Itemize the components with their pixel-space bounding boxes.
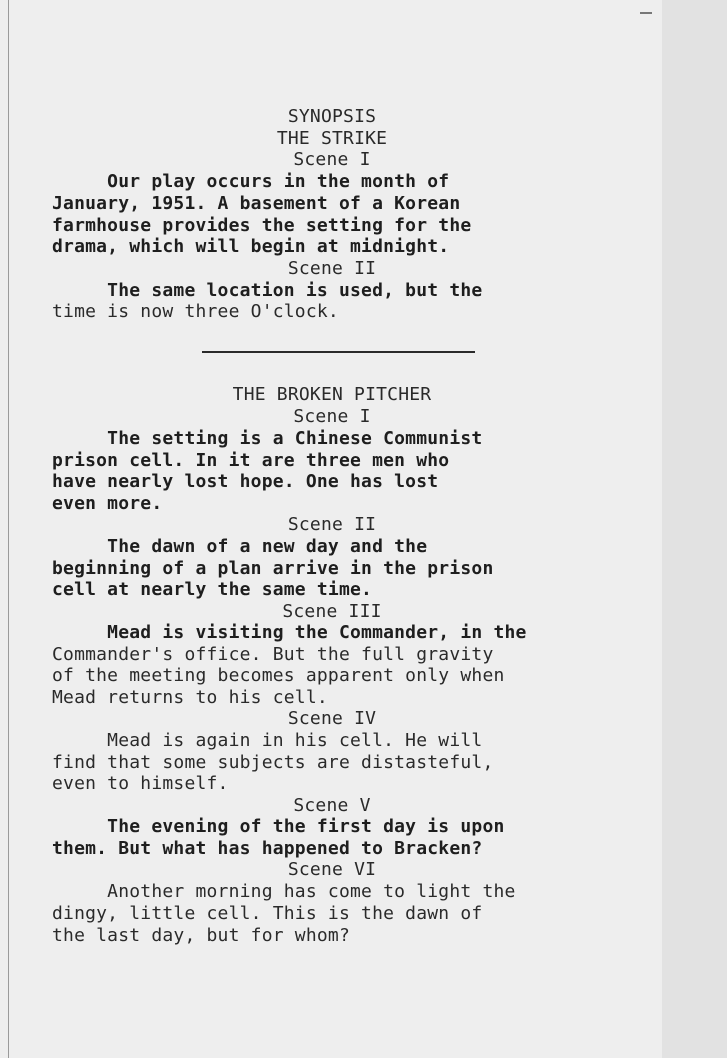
- text-line: The setting is a Chinese Communist: [52, 428, 483, 449]
- document-title: SYNOPSIS: [287, 106, 377, 127]
- scene-heading: Scene V: [293, 795, 371, 816]
- text-line: The dawn of a new day and the: [52, 536, 428, 557]
- scene-heading: Scene I: [293, 149, 371, 170]
- text-line: Mead returns to his cell.: [52, 687, 328, 708]
- text-line: January, 1951. A basement of a Korean: [52, 193, 461, 214]
- binding-edge: [8, 0, 9, 1058]
- text-line: dingy, little cell. This is the dawn of: [52, 903, 483, 924]
- text-line: prison cell. In it are three men who: [52, 450, 450, 471]
- text-line: beginning of a plan arrive in the prison: [52, 558, 494, 579]
- text-line: Mead is again in his cell. He will: [52, 730, 483, 751]
- scene-heading: Scene I: [293, 406, 371, 427]
- text-line: find that some subjects are distasteful,: [52, 752, 494, 773]
- text-line: Commander's office. But the full gravity: [52, 644, 494, 665]
- scene-heading: Scene IV: [287, 708, 377, 729]
- corner-mark: [640, 12, 652, 14]
- text-line: farmhouse provides the setting for the: [52, 215, 472, 236]
- play-title-strike: THE STRIKE: [276, 128, 388, 149]
- scan-margin: [662, 0, 727, 1058]
- text-line: Our play occurs in the month of: [52, 171, 450, 192]
- play-title-broken-pitcher: THE BROKEN PITCHER: [232, 384, 432, 405]
- scene-heading: Scene II: [287, 514, 377, 535]
- scene-heading: Scene III: [282, 601, 382, 622]
- text-line: Mead is visiting the Commander, in the: [52, 622, 527, 643]
- text-line: have nearly lost hope. One has lost: [52, 471, 439, 492]
- text-line: The evening of the first day is upon: [52, 816, 505, 837]
- text-line: the last day, but for whom?: [52, 925, 350, 946]
- text-line: The same location is used, but the: [52, 280, 483, 301]
- section-divider: [202, 351, 475, 353]
- scene-heading: Scene VI: [287, 859, 377, 880]
- text-line: cell at nearly the same time.: [52, 579, 373, 600]
- text-line: even to himself.: [52, 773, 229, 794]
- text-line: them. But what has happened to Bracken?: [52, 838, 483, 859]
- text-line: drama, which will begin at midnight.: [52, 236, 450, 257]
- text-line: Another morning has come to light the: [52, 881, 516, 902]
- text-line: even more.: [52, 493, 163, 514]
- text-line: of the meeting becomes apparent only when: [52, 665, 505, 686]
- text-line: time is now three O'clock.: [52, 301, 339, 322]
- scene-heading: Scene II: [287, 258, 377, 279]
